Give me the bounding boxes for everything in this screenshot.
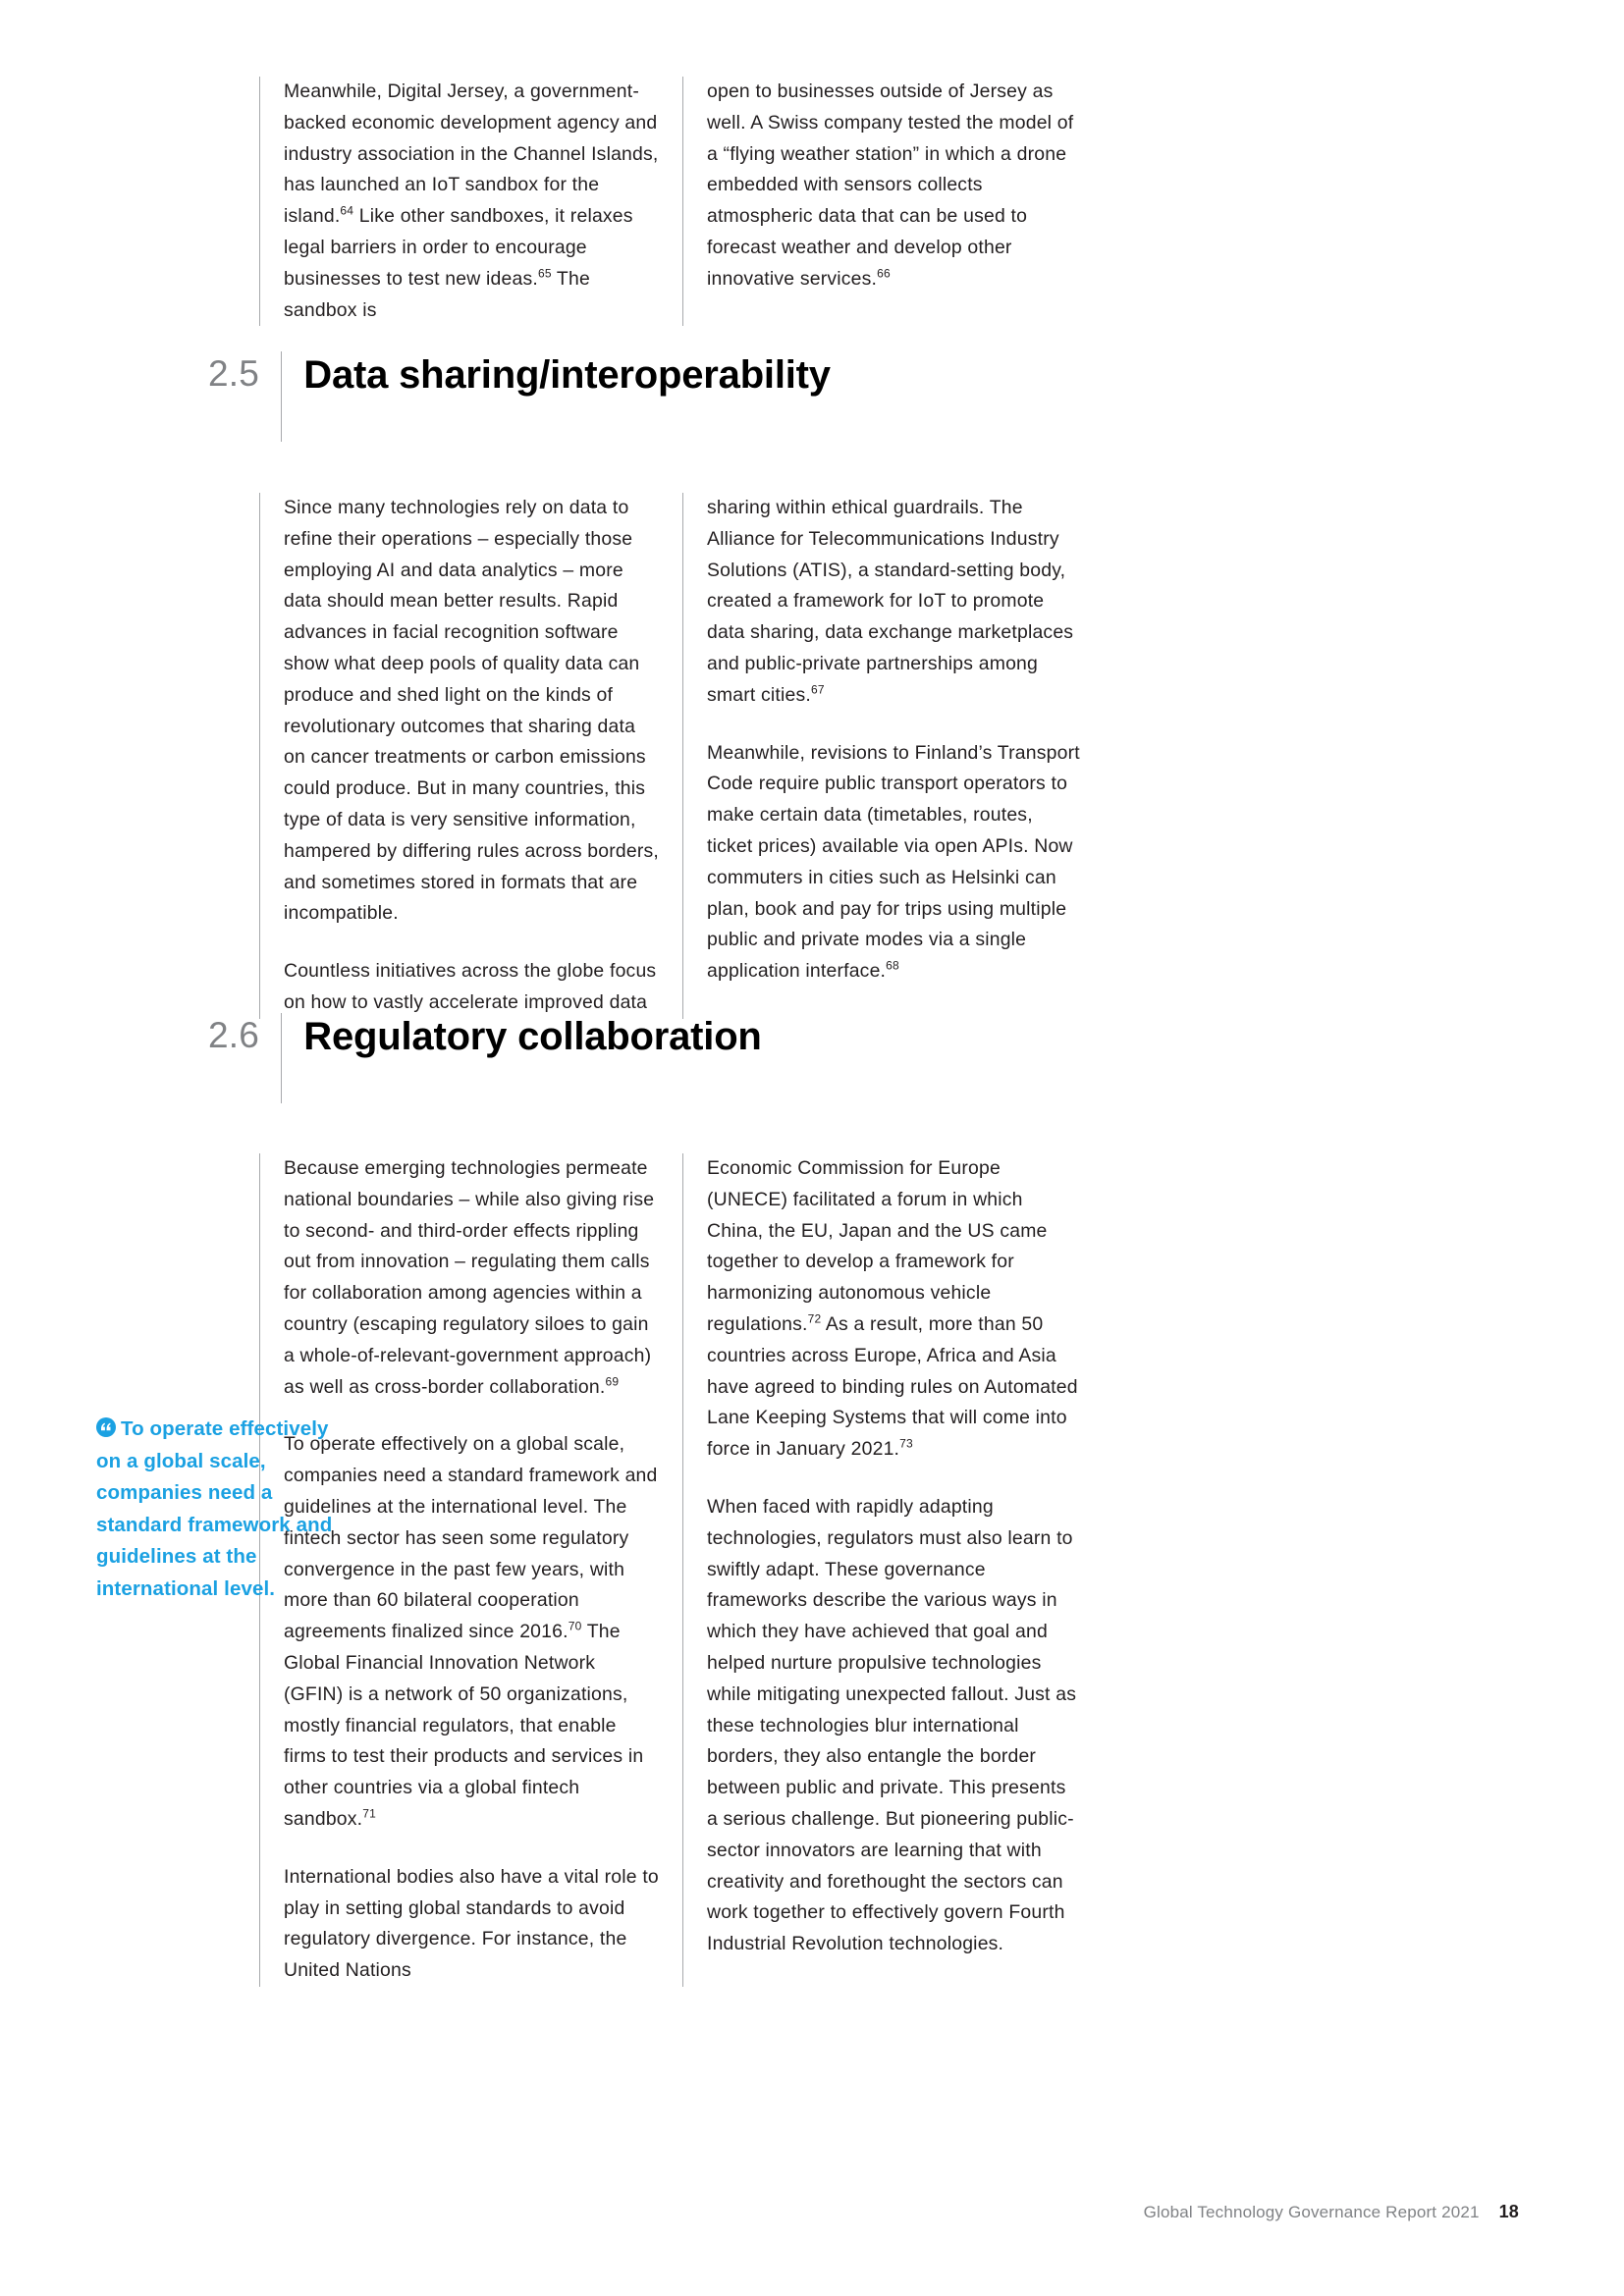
paragraph-text: sharing within ethical guardrails. The Alliance for Telecommunications Industry Solutions (ATIS), a standard-setting body, created a framework for IoT to promote data sharing, data exchange marketplaces and public-private partnerships among smart cities. (707, 497, 1074, 706)
paragraph: Countless initiatives across the globe focus on how to vastly accelerate improved data (284, 960, 657, 1013)
paragraph-text: open to businesses outside of Jersey as well. A Swiss company tested the model of a “flying weather station” in which a drone embedded with sensors collects atmospheric data that can be used to forecast weather and develop other innovative services. (707, 80, 1074, 290)
paragraph-text: Economic Commission for Europe (UNECE) facilitated a forum in which China, the EU, Japan and the US came together to develop a framework for harmonizing autonomous vehicle regulations. (707, 1157, 1048, 1335)
section-2-5-body (259, 493, 1082, 1019)
paragraph (707, 738, 1082, 988)
paragraph (284, 1153, 659, 1403)
section-heading-2-5 (187, 351, 831, 442)
paragraph-text: To operate effectively on a global scale, companies need a standard framework and guidelines at the international level. The fintech sector has seen some regulatory convergence in the past few years, with more than 60 bilateral cooperation agreements finalized since 2016. (284, 1433, 658, 1643)
footnote-ref-70: 70 (568, 1619, 582, 1633)
footnote-ref-64: 64 (340, 203, 354, 218)
section-title: Regulatory collaboration (303, 1015, 762, 1058)
section-title: Data sharing/interoperability (303, 353, 831, 397)
section-number: 2.6 (208, 1015, 259, 1055)
footer-report-title: Global Technology Governance Report 2021 (1143, 2203, 1480, 2221)
paragraph: When faced with rapidly adapting technologies, regulators must also learn to swiftly adapt. These governance frameworks describe the various ways in which they have achieved that goal and helped nurture propulsive technologies while mitigating unexpected fallout. Just as these technologies blur international borders, they also entangle the border between public and private. This presents a serious challenge. But pioneering public-sector innovators are learning that with creativity and forethought the sectors can work together to effectively govern Fourth Industrial Revolution technologies. (707, 1495, 1077, 1955)
paragraph (707, 77, 1082, 295)
footnote-ref-71: 71 (362, 1806, 377, 1821)
paragraph-text: Because emerging technologies permeate national boundaries – while also giving rise to second- and third-order effects rippling out from innovation – regulating them calls for collaboration among agencies within a country (escaping regulatory siloes to gain a whole-of-relevant-government approach) as well as cross-border collaboration. (284, 1157, 655, 1398)
footnote-ref-73: 73 (899, 1436, 913, 1451)
page-footer (0, 2202, 1624, 2222)
section-number: 2.5 (208, 353, 259, 394)
paragraph-text-end: The sandbox is (284, 267, 590, 321)
section-2-6-right-column (682, 1153, 1082, 1987)
footnote-ref-66: 66 (877, 266, 891, 281)
paragraph-text-cont: As a result, more than 50 countries across Europe, Africa and Asia have agreed to binding rules on Automated Lane Keeping Systems that will come into force in January 2021. (707, 1312, 1078, 1461)
paragraph (707, 1153, 1082, 1466)
section-2-5-left-column (259, 493, 659, 1019)
footnote-ref-67: 67 (810, 682, 825, 697)
paragraph: International bodies also have a vital role to play in setting global standards to avoid regulatory divergence. For instance, the United Nations (284, 1865, 659, 1982)
footnote-ref-69: 69 (605, 1374, 620, 1389)
pull-quote (96, 1414, 344, 1605)
paragraph: Since many technologies rely on data to refine their operations – especially those employing AI and data analytics – more data should mean better results. Rapid advances in facial recognition software show what deep pools of quality data can produce and shed light on the kinds of revolutionary outcomes that sharing data on cancer treatments or carbon emissions could produce. But in many countries, this type of data is very sensitive information, hampered by differing rules across borders, and sometimes stored in formats that are incompatible. (284, 497, 659, 925)
section-2-6-body (259, 1153, 1082, 1987)
paragraph-text: Meanwhile, revisions to Finland’s Transport Code require public transport operators to make certain data (timetables, routes, ticket prices) available via open APIs. Now commuters in cities such as Helsinki can plan, book and pay for trips using multiple public and private modes via a single application interface. (707, 741, 1080, 983)
footnote-ref-72: 72 (807, 1311, 822, 1326)
footnote-ref-65: 65 (537, 266, 552, 281)
paragraph-text-cont: Like other sandboxes, it relaxes legal barriers in order to encourage businesses to test new ideas. (284, 205, 633, 290)
paragraph-text-cont: The Global Financial Innovation Network (GFIN) is a network of 50 organizations, mostly financial regulators, that enable firms to test their products and services in other countries via a global fintech sandbox. (284, 1621, 644, 1830)
top-right-column (682, 77, 1082, 326)
quote-mark-icon (96, 1417, 116, 1437)
paragraph (284, 77, 659, 326)
footer-page-number: 18 (1498, 2202, 1519, 2221)
pull-quote-text: To operate effectively on a global scale, companies need a standard framework and guidelines at the international level. (96, 1417, 333, 1600)
paragraph-text: Meanwhile, Digital Jersey, a government-backed economic development agency and industry association in the Channel Islands, has launched an IoT sandbox for the island. (284, 80, 659, 228)
section-heading-2-6 (187, 1013, 762, 1103)
paragraph (707, 493, 1082, 712)
section-2-5-right-column (682, 493, 1082, 1019)
top-continuation-block (259, 77, 1082, 326)
footnote-ref-68: 68 (886, 958, 899, 973)
top-left-column (259, 77, 659, 326)
